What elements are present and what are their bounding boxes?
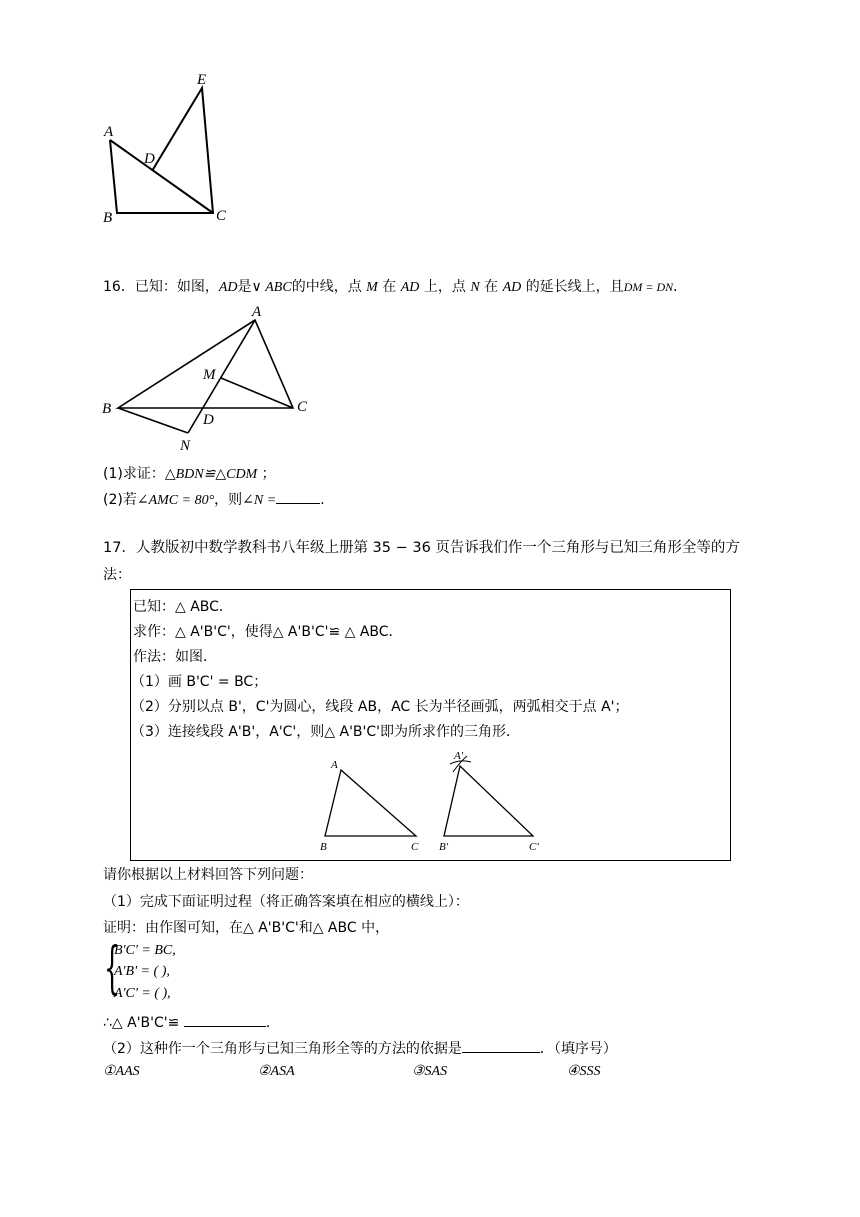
q16-answer-blank[interactable] — [276, 503, 320, 504]
q17-material-box — [130, 589, 731, 861]
q16-on2: 在 — [484, 279, 499, 295]
figure-q16 — [95, 300, 325, 455]
fig16-line-an — [188, 320, 255, 433]
fig16-label-d: D — [203, 412, 214, 428]
q17-proof-intro: 证明：由作图可知，在△ A'B'C'和△ ABC 中， — [103, 920, 390, 936]
q17-stem-line1: 17．人教版初中数学教科书八年级上册第 35 − 36 页告诉我们作一个三角形与已知三角形全等的方 — [103, 540, 740, 556]
q17-sys3: A'C' = ( ), — [114, 986, 171, 1001]
q17-part2-text: （2）这种作一个三角形与已知三角形全等的方法的依据是 — [103, 1041, 462, 1057]
box-step3: （3）连接线段 A'B'，A'C'，则△ A'B'C'即为所求作的三角形． — [131, 724, 521, 740]
q16-end: ． — [673, 279, 688, 295]
fig16-label-a: A — [252, 304, 262, 320]
q16-part2-prefix: (2)若 — [103, 492, 137, 508]
q17-part2-blank[interactable] — [462, 1052, 540, 1053]
q17-part1: （1）完成下面证明过程（将正确答案填在相应的横线上）： — [103, 894, 469, 910]
figure-q17 — [311, 750, 551, 855]
q16-m: M — [366, 280, 378, 295]
fig17-label-c1: C' — [529, 841, 539, 853]
q16-part2-math2: ∠N = — [242, 493, 277, 508]
box-step1: （1）画 B'C' = BC； — [131, 674, 268, 690]
q16-part2-mid: ，则 — [214, 492, 243, 508]
q17-option-4[interactable]: ④SSS — [567, 1064, 601, 1079]
box-todo: 求作：△ A'B'C'，使得△ A'B'C'≌ △ ABC． — [133, 624, 403, 640]
figure-q15 — [95, 68, 245, 228]
q16-stem — [103, 276, 687, 296]
q17-option-3[interactable]: ③SAS — [412, 1064, 448, 1079]
q16-stem-p2: 的中线，点 — [291, 279, 362, 295]
fig17-triangle-abc — [325, 770, 416, 836]
fig17-label-a: A — [331, 759, 338, 771]
q17-part2 — [103, 1038, 617, 1058]
fig15-label-b: B — [103, 210, 113, 226]
fig15-label-e: E — [197, 72, 207, 88]
q16-part2-math: ∠AMC = 80° — [136, 493, 215, 508]
q16-part1-prefix: (1)求证： — [103, 466, 165, 482]
q16-part1 — [103, 463, 276, 483]
system-brace: { — [104, 936, 121, 1001]
fig16-triangle-abc — [118, 320, 293, 408]
q16-part1-end: ； — [261, 466, 276, 482]
fig17-label-b1: B' — [439, 841, 449, 853]
fig15-line-ac — [110, 140, 213, 213]
q16-stem-p3: 上，点 — [423, 279, 466, 295]
q17-concl-text: ∴△ A'B'C'≌ — [103, 1015, 180, 1031]
fig16-label-m: M — [203, 367, 216, 383]
q17-concl-blank[interactable] — [184, 1026, 266, 1027]
q16-tri: ∨ ABC — [251, 280, 292, 295]
box-step2: （2）分别以点 B'，C'为圆心，线段 AB，AC 长为半径画弧，两弧相交于点 A'； — [131, 699, 629, 715]
box-known: 已知：△ ABC． — [133, 599, 233, 615]
q16-ad3: AD — [502, 280, 522, 295]
fig16-label-n: N — [180, 438, 191, 454]
q16-part2 — [103, 489, 334, 509]
q17-sys2: A'B' = ( ), — [114, 964, 170, 979]
fig17-label-c: C — [411, 841, 419, 853]
q16-part1-math: △BDN≌△CDM — [164, 467, 258, 482]
q16-n: N — [470, 280, 480, 295]
q17-stem-line2: 法： — [103, 567, 131, 583]
fig17-triangle-a1b1c1 — [444, 766, 533, 836]
q17-option-1[interactable]: ①AAS — [103, 1064, 140, 1079]
q16-stem-p4: 的延长线上，且 — [525, 279, 624, 295]
box-method: 作法：如图． — [133, 649, 217, 665]
fig15-label-d: D — [144, 151, 155, 167]
fig16-label-b: B — [102, 401, 112, 417]
q16-ad2: AD — [400, 280, 420, 295]
q17-sys1: B'C' = BC, — [114, 943, 176, 958]
q17-part2-end: ．（填序号） — [539, 1041, 617, 1057]
q16-stem-p1: 已知：如图， — [134, 279, 219, 295]
fig17-label-a1: A' — [454, 750, 464, 762]
q16-cond: DM = DN — [623, 280, 674, 294]
fig15-label-c: C — [216, 208, 227, 224]
q17-conclusion — [103, 1012, 280, 1032]
q17-concl-end: ． — [265, 1015, 280, 1031]
q16-on: 在 — [382, 279, 397, 295]
q17-ask: 请你根据以上材料回答下列问题： — [103, 867, 313, 883]
fig16-line-bn — [118, 408, 188, 433]
fig17-label-b: B — [320, 841, 327, 853]
q16-ad: AD — [218, 280, 238, 295]
q17-option-2[interactable]: ②ASA — [258, 1064, 295, 1079]
fig15-label-a: A — [104, 124, 114, 140]
q16-number: 16． — [103, 279, 135, 295]
q16-part2-end: ． — [320, 492, 335, 508]
q16-is: 是 — [237, 279, 252, 295]
fig16-label-c: C — [297, 399, 308, 415]
